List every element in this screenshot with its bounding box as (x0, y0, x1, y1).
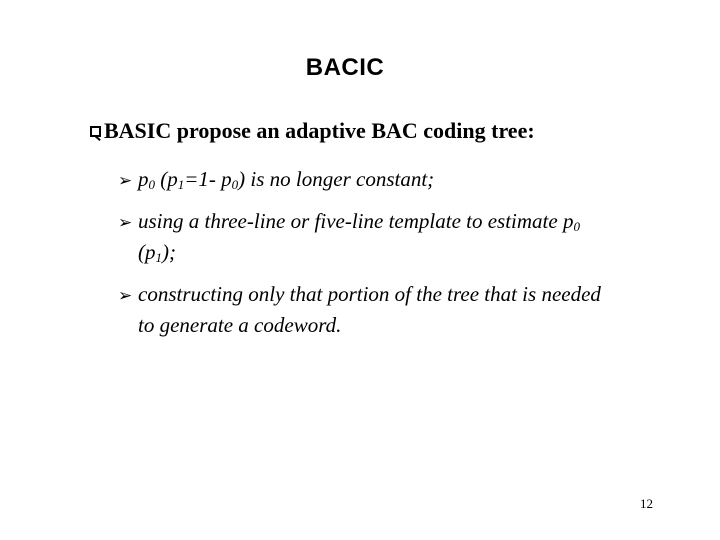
arrow-bullet-icon: ➢ (118, 286, 133, 306)
sub-bullet-1-text: $p_0$ ($p_1=1-$ $p_0$) is no longer constant; (138, 167, 435, 192)
main-bullet-text: BASIC propose an adaptive BAC coding tree: (104, 118, 535, 143)
sub-bullet-2 (118, 207, 688, 267)
sub-bullet-3 (118, 280, 688, 340)
main-bullet (90, 118, 535, 144)
arrow-bullet-icon: ➢ (118, 171, 133, 191)
sub-bullet-2-line2: $(p_1)$; (138, 240, 176, 265)
sub-bullet-3-line1: constructing only that portion of the tree that is needed (138, 282, 601, 306)
arrow-bullet-icon: ➢ (118, 213, 133, 233)
checkbox-bullet-icon (90, 126, 101, 137)
sub-bullet-2-line1: using a three-line or five-line template to estimate $p_0$ (138, 209, 580, 234)
slide-title: BACIC (305, 54, 385, 81)
sub-bullet-1 (118, 165, 688, 196)
sub-bullet-3-line2: to generate a codeword. (138, 313, 342, 337)
page-number: 12 (640, 496, 653, 511)
